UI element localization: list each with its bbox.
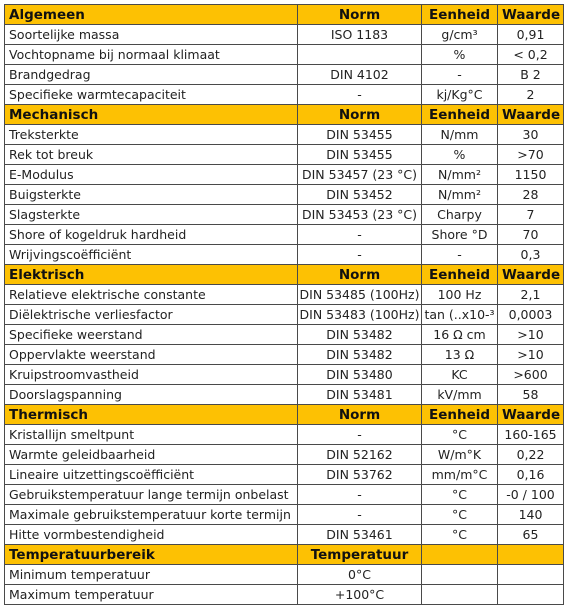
table-row	[5, 185, 564, 205]
property-value: >600	[498, 365, 564, 385]
property-value: 0,0003	[498, 305, 564, 325]
property-norm: DIN 53762	[298, 465, 422, 485]
property-unit: KC	[422, 365, 498, 385]
column-header-norm: Norm	[298, 405, 422, 425]
property-value: >10	[498, 345, 564, 365]
table-row	[5, 585, 564, 605]
table-row	[5, 45, 564, 65]
property-name: Maximale gebruikstemperatuur korte termijn	[5, 505, 298, 525]
property-name: Slagsterkte	[5, 205, 298, 225]
table-row	[5, 305, 564, 325]
property-value: 58	[498, 385, 564, 405]
section-header-thermisch	[5, 405, 564, 425]
property-norm: -	[298, 485, 422, 505]
property-name: Wrijvingscoëfficiënt	[5, 245, 298, 265]
section-title: Algemeen	[5, 5, 298, 25]
property-norm: DIN 52162	[298, 445, 422, 465]
property-value: 65	[498, 525, 564, 545]
property-norm: DIN 53482	[298, 345, 422, 365]
section-title: Elektrisch	[5, 265, 298, 285]
property-name: Relatieve elektrische constante	[5, 285, 298, 305]
table-row	[5, 145, 564, 165]
property-name: Doorslagspanning	[5, 385, 298, 405]
property-norm: -	[298, 225, 422, 245]
property-norm: DIN 53452	[298, 185, 422, 205]
property-unit: 13 Ω	[422, 345, 498, 365]
property-name: Specifieke weerstand	[5, 325, 298, 345]
table-row	[5, 385, 564, 405]
property-norm	[298, 45, 422, 65]
table-row	[5, 465, 564, 485]
property-name: E-Modulus	[5, 165, 298, 185]
table-row	[5, 525, 564, 545]
property-norm: DIN 53480	[298, 365, 422, 385]
property-norm: -	[298, 245, 422, 265]
property-unit: %	[422, 45, 498, 65]
property-norm: DIN 53457 (23 °C)	[298, 165, 422, 185]
property-name: Warmte geleidbaarheid	[5, 445, 298, 465]
table-row	[5, 25, 564, 45]
property-unit: -	[422, 245, 498, 265]
property-name: Kruipstroomvastheid	[5, 365, 298, 385]
column-header-eenheid: Eenheid	[422, 5, 498, 25]
property-name: Vochtopname bij normaal klimaat	[5, 45, 298, 65]
property-name: Rek tot breuk	[5, 145, 298, 165]
column-header-temperatuur: Temperatuur	[298, 545, 422, 565]
property-name: Oppervlakte weerstand	[5, 345, 298, 365]
property-unit: N/mm²	[422, 185, 498, 205]
property-value: 70	[498, 225, 564, 245]
property-value: 2,1	[498, 285, 564, 305]
table-row	[5, 445, 564, 465]
property-unit: °C	[422, 485, 498, 505]
property-name: Gebruikstemperatuur lange termijn onbelast	[5, 485, 298, 505]
table-row	[5, 225, 564, 245]
section-header-elektrisch	[5, 265, 564, 285]
property-unit: g/cm³	[422, 25, 498, 45]
property-unit: kV/mm	[422, 385, 498, 405]
property-unit: N/mm²	[422, 165, 498, 185]
property-unit: N/mm	[422, 125, 498, 145]
property-name: Diëlektrische verliesfactor	[5, 305, 298, 325]
property-value: >10	[498, 325, 564, 345]
property-unit: 100 Hz	[422, 285, 498, 305]
property-name: Soortelijke massa	[5, 25, 298, 45]
table-row	[5, 345, 564, 365]
property-unit: tan (..x10-³	[422, 305, 498, 325]
property-unit: Charpy	[422, 205, 498, 225]
property-norm: ISO 1183	[298, 25, 422, 45]
section-header-algemeen	[5, 5, 564, 25]
column-header-norm: Norm	[298, 265, 422, 285]
section-title: Mechanisch	[5, 105, 298, 125]
property-value: 7	[498, 205, 564, 225]
empty-cell	[422, 565, 498, 585]
property-norm: DIN 53455	[298, 125, 422, 145]
property-value: 140	[498, 505, 564, 525]
property-norm: -	[298, 505, 422, 525]
column-header-waarde: Waarde	[498, 265, 564, 285]
property-norm: DIN 53481	[298, 385, 422, 405]
section-title: Thermisch	[5, 405, 298, 425]
table-row	[5, 425, 564, 445]
property-unit: °C	[422, 525, 498, 545]
table-row	[5, 65, 564, 85]
table-row	[5, 325, 564, 345]
property-unit: °C	[422, 505, 498, 525]
property-norm: DIN 53485 (100Hz)	[298, 285, 422, 305]
table-row	[5, 205, 564, 225]
property-norm: DIN 53482	[298, 325, 422, 345]
table-row	[5, 245, 564, 265]
property-norm: DIN 53483 (100Hz)	[298, 305, 422, 325]
table-row	[5, 565, 564, 585]
property-norm: -	[298, 425, 422, 445]
empty-cell	[498, 565, 564, 585]
section-header-temperatuurbereik	[5, 545, 564, 565]
empty-cell	[498, 585, 564, 605]
table-row	[5, 485, 564, 505]
property-value: 2	[498, 85, 564, 105]
property-unit: %	[422, 145, 498, 165]
column-header-waarde: Waarde	[498, 5, 564, 25]
table-row	[5, 165, 564, 185]
property-name: Minimum temperatuur	[5, 565, 298, 585]
properties-table	[4, 4, 564, 605]
property-value: 1150	[498, 165, 564, 185]
property-norm: DIN 53461	[298, 525, 422, 545]
property-value: -0 / 100	[498, 485, 564, 505]
property-unit: -	[422, 65, 498, 85]
property-name: Lineaire uitzettingscoëfficiënt	[5, 465, 298, 485]
property-value: B 2	[498, 65, 564, 85]
property-unit: 16 Ω cm	[422, 325, 498, 345]
table-row	[5, 505, 564, 525]
table-row	[5, 85, 564, 105]
property-value: 30	[498, 125, 564, 145]
column-header-norm: Norm	[298, 105, 422, 125]
column-header-waarde: Waarde	[498, 105, 564, 125]
property-norm: DIN 53453 (23 °C)	[298, 205, 422, 225]
property-temperature: 0°C	[298, 565, 422, 585]
property-name: Shore of kogeldruk hardheid	[5, 225, 298, 245]
property-temperature: +100°C	[298, 585, 422, 605]
column-header-waarde: Waarde	[498, 405, 564, 425]
property-value: 28	[498, 185, 564, 205]
column-header-eenheid: Eenheid	[422, 405, 498, 425]
property-value: 0,16	[498, 465, 564, 485]
column-header-empty	[422, 545, 498, 565]
property-norm: DIN 53455	[298, 145, 422, 165]
property-name: Buigsterkte	[5, 185, 298, 205]
table-row	[5, 365, 564, 385]
empty-cell	[422, 585, 498, 605]
property-unit: Shore °D	[422, 225, 498, 245]
property-value: 0,3	[498, 245, 564, 265]
property-unit: kj/Kg°C	[422, 85, 498, 105]
property-value: 0,22	[498, 445, 564, 465]
property-norm: DIN 4102	[298, 65, 422, 85]
property-name: Maximum temperatuur	[5, 585, 298, 605]
property-name: Kristallijn smeltpunt	[5, 425, 298, 445]
property-unit: mm/m°C	[422, 465, 498, 485]
property-name: Treksterkte	[5, 125, 298, 145]
property-value: < 0,2	[498, 45, 564, 65]
property-norm: -	[298, 85, 422, 105]
property-name: Hitte vormbestendigheid	[5, 525, 298, 545]
section-header-mechanisch	[5, 105, 564, 125]
column-header-eenheid: Eenheid	[422, 105, 498, 125]
property-name: Brandgedrag	[5, 65, 298, 85]
column-header-empty	[498, 545, 564, 565]
property-name: Specifieke warmtecapaciteit	[5, 85, 298, 105]
property-unit: °C	[422, 425, 498, 445]
property-unit: W/m°K	[422, 445, 498, 465]
table-row	[5, 285, 564, 305]
table-row	[5, 125, 564, 145]
property-value: 0,91	[498, 25, 564, 45]
column-header-eenheid: Eenheid	[422, 265, 498, 285]
section-title: Temperatuurbereik	[5, 545, 298, 565]
column-header-norm: Norm	[298, 5, 422, 25]
property-value: 160-165	[498, 425, 564, 445]
property-value: >70	[498, 145, 564, 165]
